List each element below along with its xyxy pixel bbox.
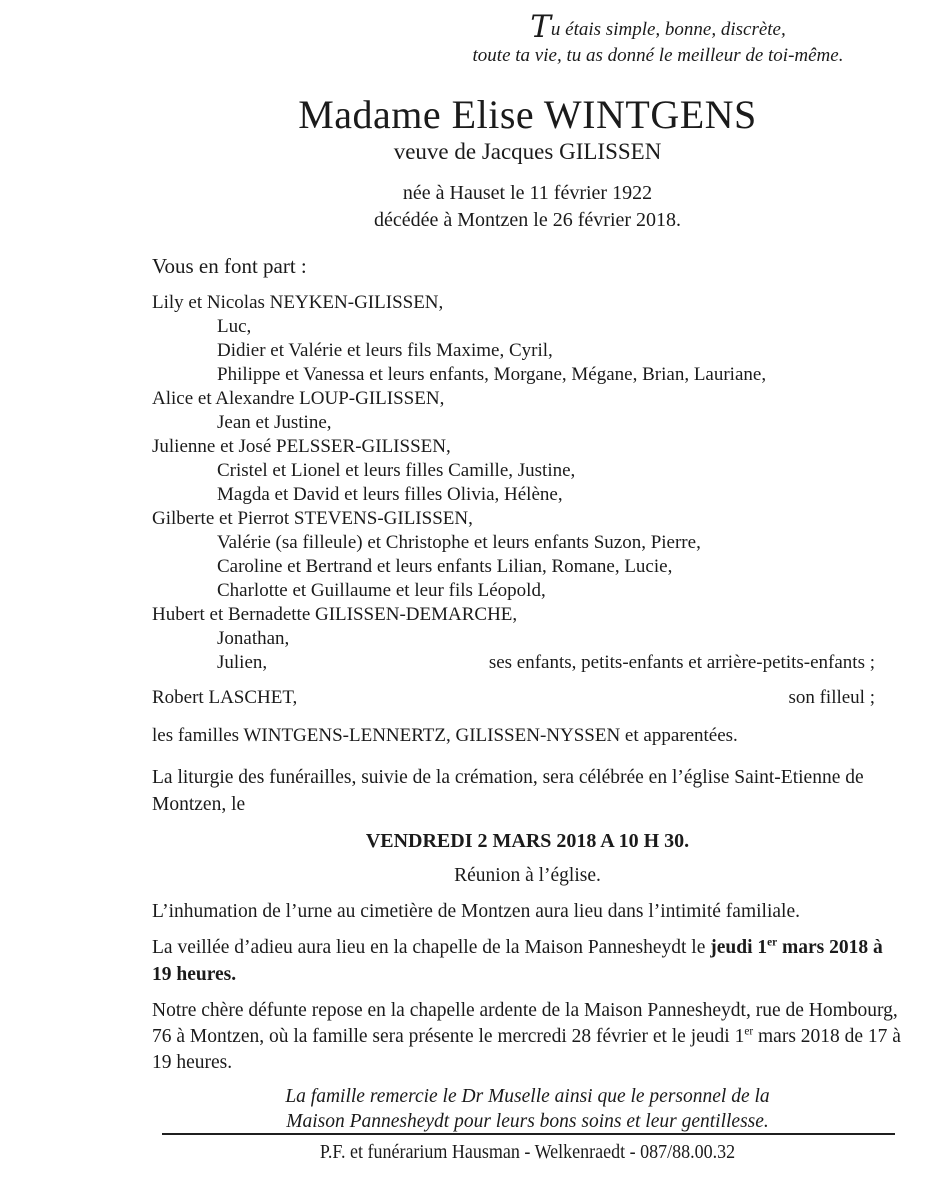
godson-name: Robert LASCHET, — [152, 687, 298, 708]
death-line: décédée à Montzen le 26 février 2018. — [373, 208, 682, 231]
epigraph-initial: T — [530, 9, 551, 45]
godson-relation: son filleul ; — [788, 687, 875, 708]
family-line: Gilberte et Pierrot STEVENS-GILISSEN, — [152, 508, 473, 529]
repose-text: Notre chère défunte repose en la chapelle ardente de la Maison Pannesheydt, rue de Hombourg, 76 à Montzen, où la famille sera présente le mercredi 28 février et le jeudi 1 — [152, 1000, 898, 1047]
footer — [152, 1133, 903, 1164]
life-dates — [152, 180, 903, 233]
thanks-paragraph — [152, 1084, 903, 1134]
family-line: Valérie (sa filleule) et Christophe et leurs enfants Suzon, Pierre, — [217, 532, 701, 553]
family-line: Magda et David et leurs filles Olivia, Hélène, — [217, 484, 563, 505]
family-line: Cristel et Lionel et leurs filles Camille, Justine, — [217, 460, 576, 481]
family-line-with-note — [152, 651, 903, 675]
family-line: Charlotte et Guillaume et leur fils Léopold, — [217, 580, 546, 601]
family-line: Jean et Justine, — [217, 412, 332, 433]
related-families-line: les familles WINTGENS-LENNERTZ, GILISSEN-NYSSEN et apparentées. — [152, 725, 738, 746]
funeral-home-line: P.F. et funérarium Hausman - Welkenraedt - 087/88.00.32 — [319, 1141, 736, 1163]
epigraph-line-1-text: u étais simple, bonne, discrète, — [550, 19, 786, 40]
content-block — [152, 0, 903, 1134]
family-line: Alice et Alexandre LOUP-GILISSEN, — [152, 388, 445, 409]
godson-line — [152, 686, 903, 710]
family-line: Lily et Nicolas NEYKEN-GILISSEN, — [152, 292, 444, 313]
epigraph-line-1 — [413, 9, 903, 45]
vigil-date-end: mars 2018 à 19 heures. — [152, 937, 883, 985]
family-line: Hubert et Bernadette GILISSEN-DEMARCHE, — [152, 604, 518, 625]
inhumation-line: L’inhumation de l’urne au cimetière de Montzen aura lieu dans l’intimité familiale. — [152, 901, 800, 922]
family-line: Caroline et Bertrand et leurs enfants Lilian, Romane, Lucie, — [217, 556, 673, 577]
thanks-line-2: Maison Pannesheydt pour leurs bons soins et leur gentillesse. — [286, 1111, 769, 1132]
footer-divider — [162, 1133, 895, 1135]
family-line: Philippe et Vanessa et leurs enfants, Morgane, Mégane, Brian, Lauriane, — [217, 364, 767, 385]
vigil-date-ordinal: er — [767, 936, 778, 949]
announcement-intro: Vous en font part : — [152, 254, 307, 278]
liturgy-paragraph: La liturgie des funérailles, suivie de la crémation, sera célébrée en l’église Saint-Etienne de Montzen, le — [152, 767, 864, 815]
repose-date-ordinal: er — [744, 1025, 754, 1038]
birth-line: née à Hauset le 11 février 1922 — [402, 182, 653, 204]
epigraph-line-2: toute ta vie, tu as donné le meilleur de toi-même. — [472, 45, 844, 66]
repose-paragraph — [152, 998, 903, 1076]
vigil-paragraph — [152, 934, 903, 988]
vigil-date-start: jeudi 1 — [710, 937, 768, 958]
family-line-text: Julien, — [217, 652, 268, 673]
thanks-line-1: La famille remercie le Dr Muselle ainsi que le personnel de la — [285, 1086, 770, 1107]
deceased-subtitle: veuve de Jacques GILISSEN — [393, 139, 662, 164]
deceased-name-title: Madame Elise WINTGENS — [298, 92, 757, 137]
repose-text-end: mars 2018 de 17 à 19 heures. — [152, 1026, 901, 1073]
family-line: Julienne et José PELSSER-GILISSEN, — [152, 436, 451, 457]
family-list — [152, 291, 903, 675]
family-line: Luc, — [217, 316, 252, 337]
family-line: Jonathan, — [217, 628, 290, 649]
family-line: Didier et Valérie et leurs fils Maxime, Cyril, — [217, 340, 553, 361]
epigraph — [152, 0, 903, 69]
meeting-line: Réunion à l’église. — [454, 865, 601, 886]
vigil-text: La veillée d’adieu aura lieu en la chapelle de la Maison Pannesheydt le — [152, 937, 711, 958]
ceremony-date: VENDREDI 2 MARS 2018 A 10 H 30. — [365, 830, 690, 852]
descendants-note: ses enfants, petits-enfants et arrière-petits-enfants ; — [488, 652, 875, 673]
